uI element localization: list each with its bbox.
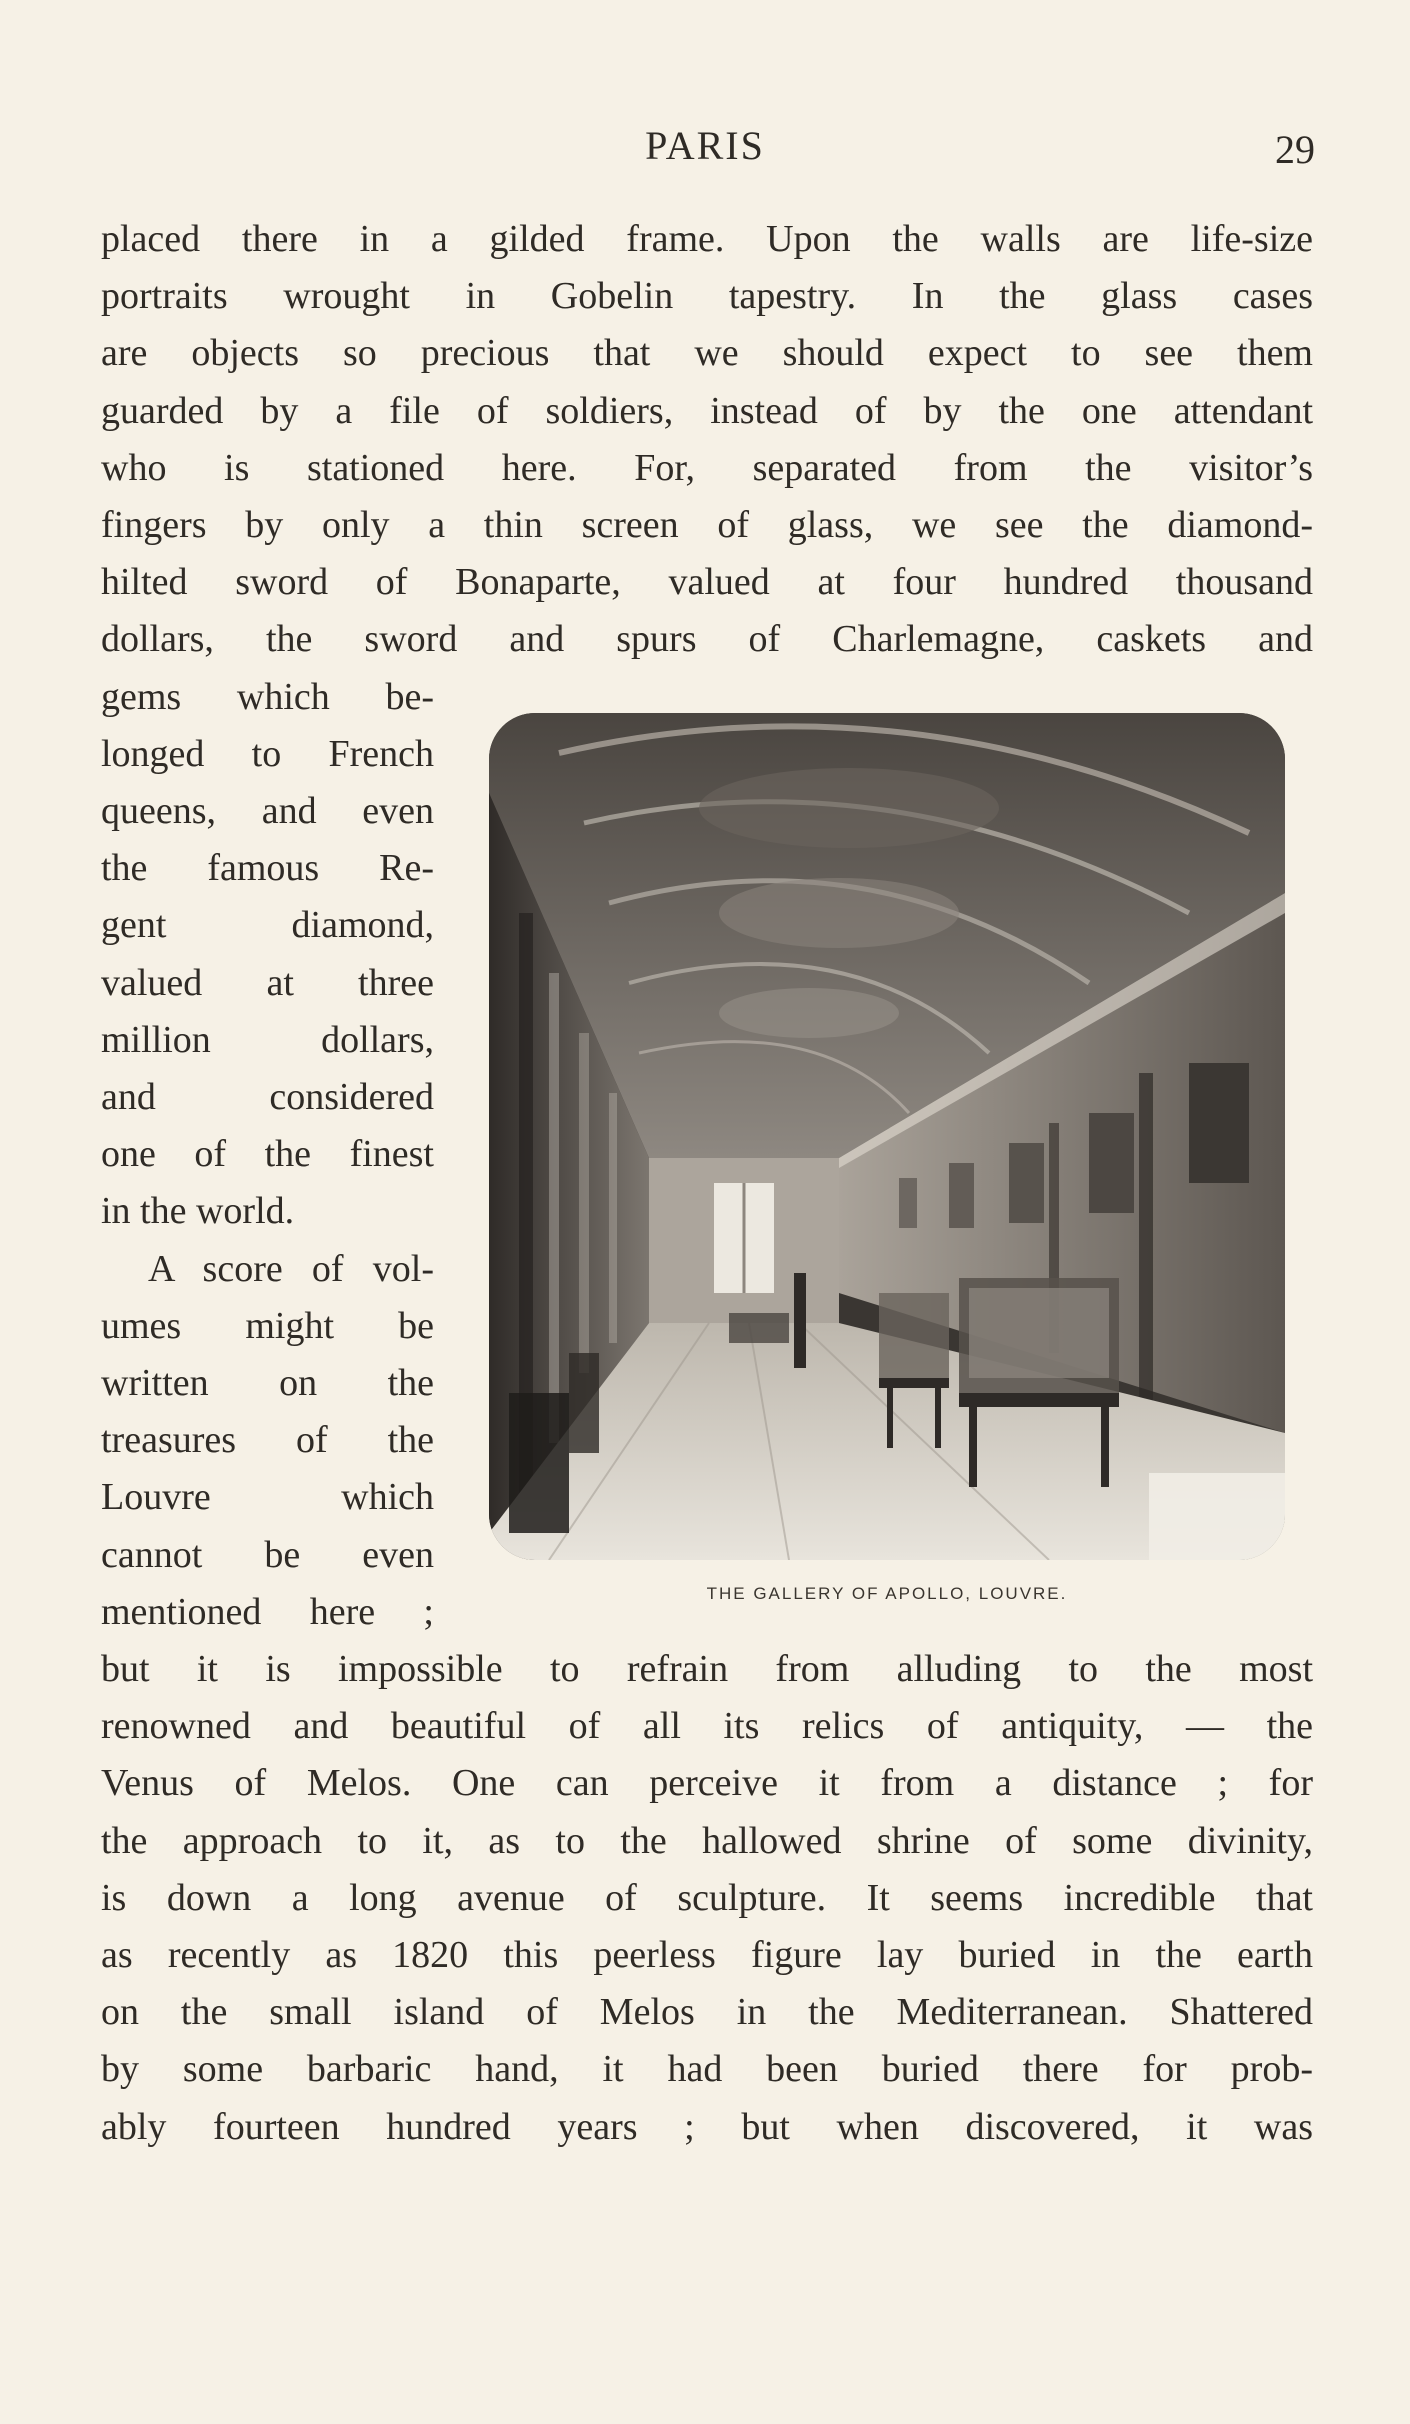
gallery-illustration (489, 713, 1285, 1560)
text-line: treasures of the (101, 1419, 434, 1461)
text-line: are objects so precious that we should expect to see them (101, 332, 1313, 374)
paragraph-start-line: A score of vol- (148, 1248, 434, 1290)
text-line: but it is impossible to refrain from alluding to the most (101, 1648, 1313, 1690)
text-line: million dollars, (101, 1019, 434, 1061)
text-line: longed to French (101, 733, 434, 775)
text-line: gent diamond, (101, 904, 434, 946)
text-line: portraits wrought in Gobelin tapestry. In the glass cases (101, 275, 1313, 317)
text-line: written on the (101, 1362, 434, 1404)
text-line: who is stationed here. For, separated from the visitor’s (101, 447, 1313, 489)
text-line: is down a long avenue of sculpture. It seems incredible that (101, 1877, 1313, 1919)
text-line: one of the finest (101, 1133, 434, 1175)
text-line: by some barbaric hand, it had been buried there for prob- (101, 2048, 1313, 2090)
text-line: hilted sword of Bonaparte, valued at four hundred thousand (101, 561, 1313, 603)
figure-caption: THE GALLERY OF APOLLO, LOUVRE. (706, 1584, 1068, 1603)
text-line: the approach to it, as to the hallowed shrine of some divinity, (101, 1820, 1313, 1862)
gallery-drawing (489, 713, 1285, 1560)
running-title: PARIS (645, 123, 765, 168)
text-line: placed there in a gilded frame. Upon the walls are life-size (101, 218, 1313, 260)
text-line: guarded by a file of soldiers, instead of by the one attendant (101, 390, 1313, 432)
text-line: on the small island of Melos in the Mediterranean. Shattered (101, 1991, 1313, 2033)
text-line: umes might be (101, 1305, 434, 1347)
text-line: Venus of Melos. One can perceive it from a distance ; for (101, 1762, 1313, 1804)
text-line: in the world. (101, 1190, 295, 1232)
text-line: renowned and beautiful of all its relics of antiquity, — the (101, 1705, 1313, 1747)
text-line: ably fourteen hundred years ; but when discovered, it was (101, 2106, 1313, 2148)
text-line: dollars, the sword and spurs of Charlemagne, caskets and (101, 618, 1313, 660)
text-line: the famous Re- (101, 847, 434, 889)
text-line: as recently as 1820 this peerless figure lay buried in the earth (101, 1934, 1313, 1976)
text-line: fingers by only a thin screen of glass, we see the diamond- (101, 504, 1313, 546)
text-line: mentioned here ; (101, 1591, 434, 1633)
text-line: queens, and even (101, 790, 434, 832)
page-number: 29 (1275, 127, 1315, 172)
text-line: cannot be even (101, 1534, 434, 1576)
text-line: valued at three (101, 962, 434, 1004)
text-line: gems which be- (101, 676, 434, 718)
running-head (0, 122, 1410, 172)
text-line: and considered (101, 1076, 434, 1118)
text-line: Louvre which (101, 1476, 434, 1518)
